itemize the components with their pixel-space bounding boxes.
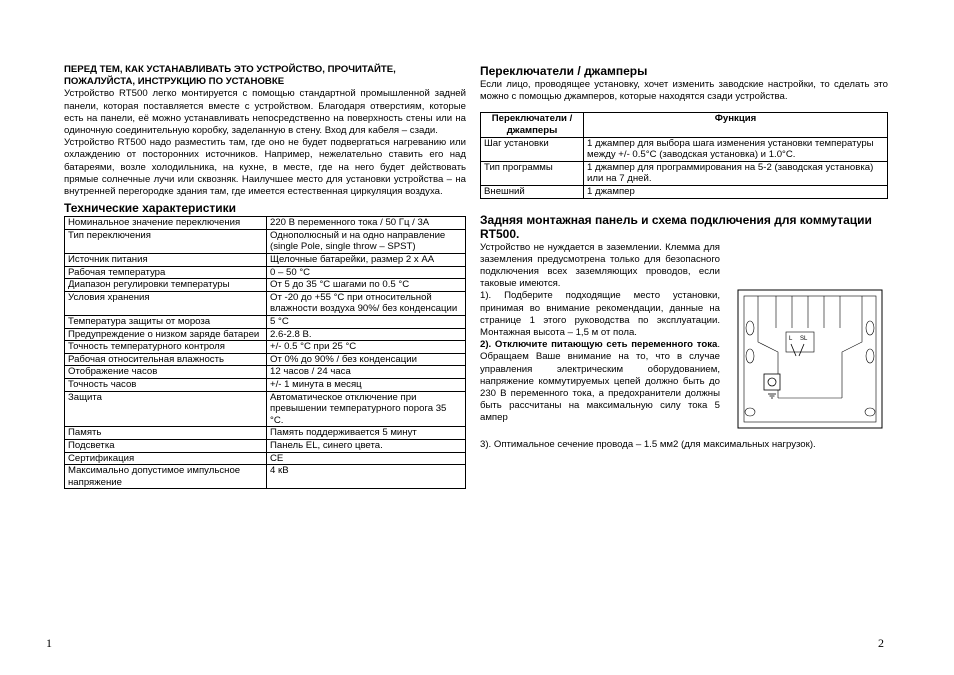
spec-value: Щелочные батарейки, размер 2 х АА [267, 254, 466, 267]
mount-heading: Задняя монтажная панель и схема подключения для коммутации RT500. [480, 212, 872, 241]
spec-value: Панель EL, синего цвета. [267, 439, 466, 452]
spec-name: Тип переключения [65, 229, 267, 253]
spec-row [65, 279, 466, 292]
spec-row [65, 266, 466, 279]
spec-row [65, 254, 466, 267]
page-number-left: 1 [46, 636, 52, 650]
terminal-label-l: L [789, 336, 793, 342]
mount-warning: 2). Отключите питающую сеть переменного тока [480, 339, 718, 351]
spec-name: Условия хранения [65, 291, 267, 315]
terminal-label-sl: SL [800, 336, 808, 342]
spec-row [65, 341, 466, 354]
intro-heading: ПЕРЕД ТЕМ, КАК УСТАНАВЛИВАТЬ ЭТО УСТРОЙСТВО, ПРОЧИТАЙТЕ, ПОЖАЛУЙСТА, ИНСТРУКЦИЮ ПО УСТАНОВКЕ [64, 64, 396, 88]
spec-name: Максимально допустимое импульсное напряжение [65, 465, 267, 489]
spec-name: Точность часов [65, 378, 267, 391]
spec-row [65, 315, 466, 328]
spec-name: Температура защиты от мороза [65, 315, 267, 328]
intro-paragraph-2: Устройство RT500 надо разместить там, где оно не будет подвергаться нагреванию или охлаждению от посторонних источников. Например, нежелательно ставить его над батареями, возле холодильника, на кухне, в месте, где на него будет действовать прямые солнечные лучи или сквозняк. Наилучшее место для установки устройства – на внутренней перегородке здания там, где имеется естественная циркуляция воздуха. [64, 137, 466, 198]
switch-header-name: Переключатели / джамперы [481, 113, 584, 137]
spec-row [65, 229, 466, 253]
switch-intro: Если лицо, проводящее установку, хочет изменить заводские настройки, то сделать это можно с помощью джамперов, которые находятся сзади устройства. [480, 79, 888, 103]
specs-table [64, 216, 466, 489]
spec-row [65, 452, 466, 465]
spec-value: 5 °C [267, 315, 466, 328]
mount-paragraph-3 [480, 339, 720, 424]
back-panel-diagram [736, 288, 884, 430]
spec-name: Номинальное значение переключения [65, 217, 267, 230]
spec-row [65, 378, 466, 391]
spec-value: От 5 до 35 °C шагами по 0.5 °C [267, 279, 466, 292]
spec-name: Диапазон регулировки температуры [65, 279, 267, 292]
spec-name: Рабочая относительная влажность [65, 353, 267, 366]
left-column [64, 64, 466, 489]
spec-value: CE [267, 452, 466, 465]
switch-table [480, 112, 888, 198]
spec-row [65, 391, 466, 427]
mount-paragraph-2: 1). Подберите подходящие место установки, принимая во внимание рекомендации, данные на странице 1 этого руководства по эксплуатации. Монтажная высота – 1,5 м от пола. [480, 290, 720, 338]
spec-row [65, 328, 466, 341]
spec-row [65, 366, 466, 379]
spec-name: Отображение часов [65, 366, 267, 379]
spec-row [65, 353, 466, 366]
mount-text [480, 242, 720, 425]
switch-function: 1 джампер [584, 185, 888, 198]
switch-name: Тип программы [481, 161, 584, 185]
switch-row [481, 137, 888, 161]
switch-row [481, 185, 888, 198]
switch-heading: Переключатели / джамперы [480, 64, 648, 78]
spec-value: От 0% до 90% / без конденсации [267, 353, 466, 366]
switch-name: Внешний [481, 185, 584, 198]
spec-name: Подсветка [65, 439, 267, 452]
spec-row [65, 439, 466, 452]
specs-heading: Технические характеристики [64, 201, 237, 216]
spec-name: Точность температурного контроля [65, 341, 267, 354]
spec-value: 0 – 50 °C [267, 266, 466, 279]
spec-value: 220 В переменного тока / 50 Гц / 3А [267, 217, 466, 230]
switch-function: 1 джампер для программирования на 5-2 (заводская установка) или на 7 дней. [584, 161, 888, 185]
spec-name: Сертификация [65, 452, 267, 465]
spec-value: Автоматическое отключение при превышении температурного порога 35 °C. [267, 391, 466, 427]
spec-name: Рабочая температура [65, 266, 267, 279]
mount-paragraph-4: 3). Оптимальное сечение провода – 1.5 мм2 (для максимальных нагрузок). [480, 438, 816, 450]
switch-name: Шаг установки [481, 137, 584, 161]
spec-name: Предупреждение о низком заряде батареи [65, 328, 267, 341]
spec-name: Источник питания [65, 254, 267, 267]
spec-row [65, 217, 466, 230]
spec-row [65, 291, 466, 315]
spec-name: Защита [65, 391, 267, 427]
spec-value: +/- 0.5 °C при 25 °C [267, 341, 466, 354]
spec-row [65, 427, 466, 440]
spec-value: +/- 1 минута в месяц [267, 378, 466, 391]
switch-row [481, 161, 888, 185]
spec-row [65, 465, 466, 489]
spec-value: 4 кВ [267, 465, 466, 489]
intro-paragraph-1: Устройство RT500 легко монтируется с помощью стандартной промышленной задней панели, которая поставляется вместе с устройством. Благодаря отверстиям, которые есть на панели, её можно устанавливать непосредственно на поверхность стены или на одиночную соединительную коробку, заделанную в стену. Вход для кабеля – сзади. [64, 88, 466, 137]
switch-function: 1 джампер для выбора шага изменения установки температуры между +/- 0.5°C (заводская установка) и 1.0°C. [584, 137, 888, 161]
page-number-right: 2 [878, 636, 884, 650]
spec-value: От -20 до +55 °C при относительной влажности воздуха 90%/ без конденсации [267, 291, 466, 315]
spec-value: 12 часов / 24 часа [267, 366, 466, 379]
spec-value: Память поддерживается 5 минут [267, 427, 466, 440]
mount-paragraph-1: Устройство не нуждается в заземлении. Клемма для заземления предусмотрена только для безопасного подключения всех заземляющих проводов, если таковые имеются. [480, 241, 720, 290]
mount-paragraph-3-rest: . Обращаем Ваше внимание на то, что в случае управления электрическим оборудованием, напряжение коммутируемых цепей должно быть до 230 В переменного тока, а предохранители должны быть рассчитаны на максимальную силу тока 5 ампер [480, 339, 720, 424]
spec-name: Память [65, 427, 267, 440]
spec-value: 2.6-2.8 В. [267, 328, 466, 341]
spec-value: Однополюсный и на одно направление (single Pole, single throw – SPST) [267, 229, 466, 253]
switch-header-func: Функция [584, 113, 888, 137]
